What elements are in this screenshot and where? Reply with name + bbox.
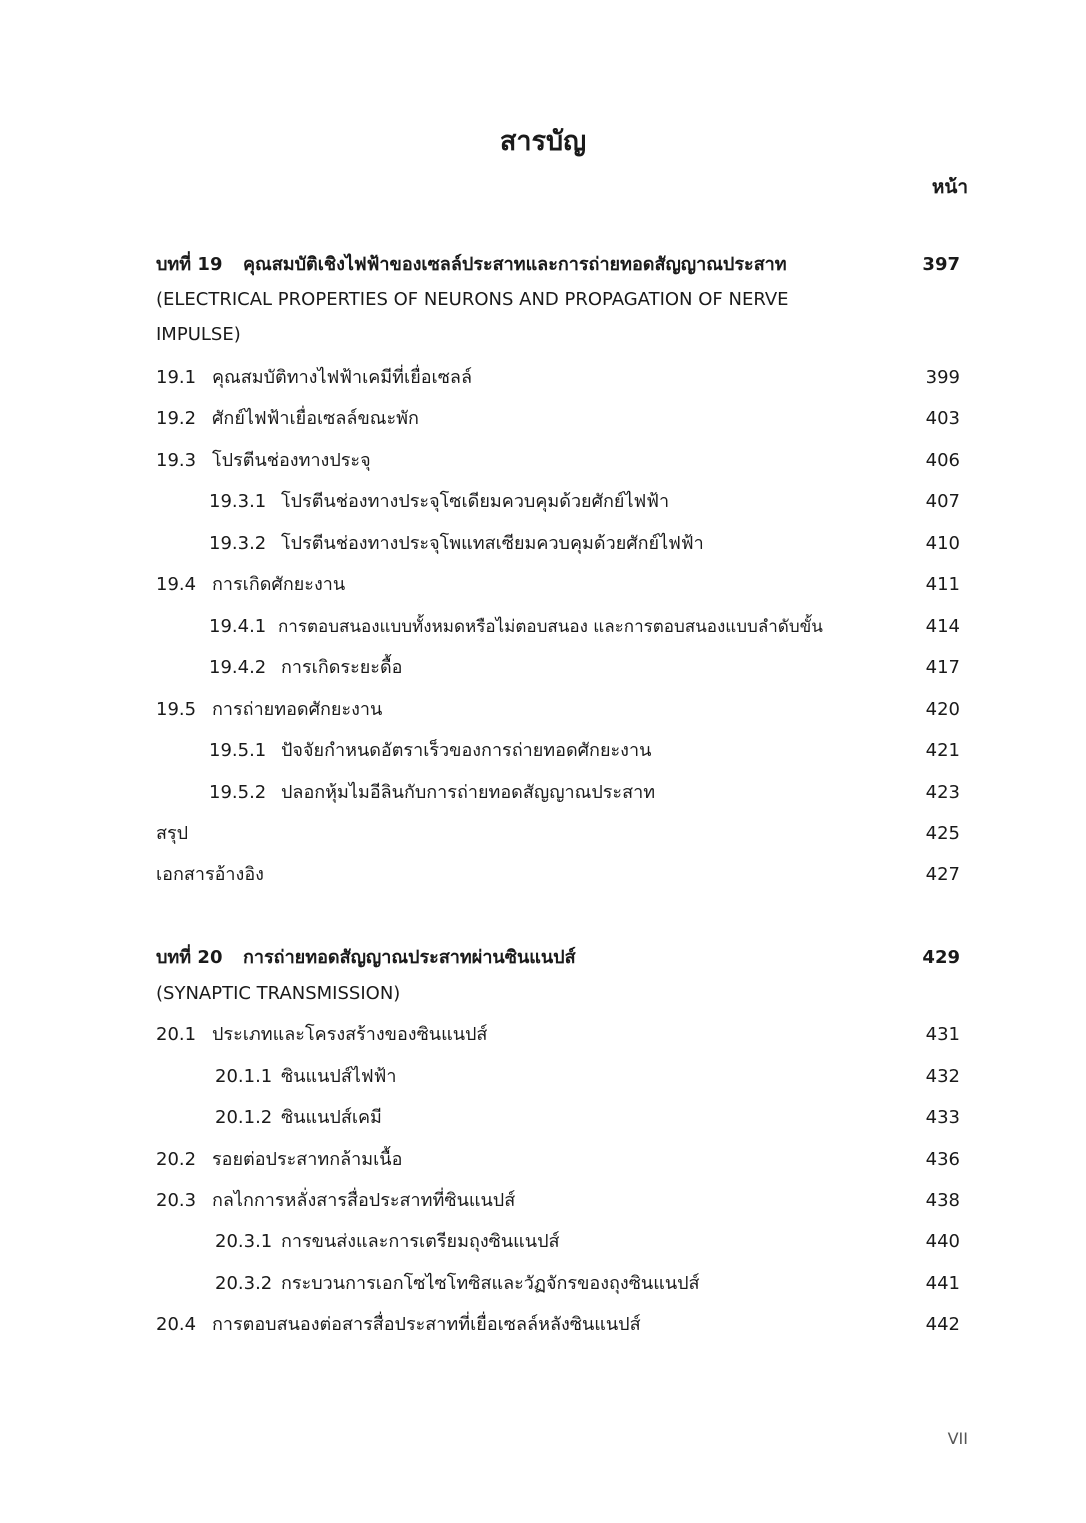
toc-subentry-title: กระบวนการเอกโซไซโทซิสและวัฏจักรของถุงซินแนปส์ [281, 1273, 700, 1294]
toc-subentry-number: 19.3.1 [209, 491, 267, 512]
toc-subentry-page: 432 [925, 1066, 960, 1087]
toc-subentry-number: 19.5.1 [209, 740, 267, 761]
toc-subentry-page: 414 [925, 616, 960, 637]
toc-subentry[interactable] [0, 527, 1086, 561]
toc-entry[interactable] [0, 361, 1086, 395]
chapter-20-label: บทที่ 20 [156, 947, 223, 968]
toc-references-title: เอกสารอ้างอิง [156, 864, 264, 885]
toc-subentry-title: ซินแนปส์เคมี [281, 1107, 382, 1128]
chapter-20-heading[interactable] [0, 941, 1086, 975]
toc-subentry-title: ปัจจัยกำหนดอัตราเร็วของการถ่ายทอดศักยะงาน [281, 740, 652, 761]
toc-entry-title: การตอบสนองต่อสารสื่อประสาทที่เยื่อเซลล์หลังซินแนปส์ [212, 1314, 641, 1335]
toc-subentry-title: โปรตีนช่องทางประจุโซเดียมควบคุมด้วยศักย์ไฟฟ้า [281, 491, 670, 512]
toc-subentry[interactable] [0, 485, 1086, 519]
toc-references[interactable] [0, 858, 1086, 892]
toc-subentry-page: 421 [925, 740, 960, 761]
toc-subentry-page: 410 [925, 533, 960, 554]
toc-subentry-number: 19.4.2 [209, 657, 267, 678]
toc-subentry[interactable] [0, 1225, 1086, 1259]
toc-subentry-title: การขนส่งและการเตรียมถุงซินแนปส์ [281, 1231, 560, 1252]
toc-entry-title: กลไกการหลั่งสารสื่อประสาทที่ซินแนปส์ [212, 1190, 516, 1211]
toc-entry-title: คุณสมบัติทางไฟฟ้าเคมีที่เยื่อเซลล์ [212, 367, 472, 388]
toc-subentry-title: การตอบสนองแบบทั้งหมดหรือไม่ตอบสนอง และการตอบสนองแบบลำดับขั้น [278, 617, 823, 637]
chapter-19-label: บทที่ 19 [156, 254, 223, 275]
toc-subentry[interactable] [0, 776, 1086, 810]
toc-subentry-number: 20.3.1 [215, 1231, 273, 1252]
toc-entry-title: รอยต่อประสาทกล้ามเนื้อ [212, 1149, 403, 1170]
toc-subentry-page: 407 [925, 491, 960, 512]
toc-entry[interactable] [0, 402, 1086, 436]
toc-entry-page: 420 [925, 699, 960, 720]
toc-entry-title: การเกิดศักยะงาน [212, 574, 346, 595]
toc-subentry-number: 20.1.1 [215, 1066, 273, 1087]
chapter-19-title-th: คุณสมบัติเชิงไฟฟ้าของเซลล์ประสาทและการถ่ายทอดสัญญาณประสาท [243, 254, 787, 275]
toc-subentry[interactable] [0, 1267, 1086, 1301]
toc-subentry-title: การเกิดระยะดื้อ [281, 657, 403, 678]
toc-subentry-number: 20.1.2 [215, 1107, 273, 1128]
toc-summary-page: 425 [925, 823, 960, 844]
toc-entry-title: การถ่ายทอดศักยะงาน [212, 699, 383, 720]
toc-entry[interactable] [0, 1143, 1086, 1177]
toc-entry-number: 19.3 [156, 450, 197, 471]
toc-subentry-number: 20.3.2 [215, 1273, 273, 1294]
toc-references-page: 427 [925, 864, 960, 885]
toc-entry-number: 19.1 [156, 367, 197, 388]
chapter-20-page: 429 [922, 947, 960, 968]
page-column-header: หน้า [931, 176, 968, 198]
toc-subentry-number: 19.5.2 [209, 782, 267, 803]
toc-entry[interactable] [0, 1018, 1086, 1052]
page-number: VII [947, 1429, 968, 1448]
toc-subentry-title: ปลอกหุ้มไมอีลินกับการถ่ายทอดสัญญาณประสาท [281, 782, 656, 803]
toc-entry-page: 403 [925, 408, 960, 429]
toc-entry-number: 20.4 [156, 1314, 197, 1335]
toc-entry[interactable] [0, 1308, 1086, 1342]
chapter-19-page: 397 [922, 254, 960, 275]
toc-subentry[interactable] [0, 610, 1086, 644]
toc-subentry-title: ซินแนปส์ไฟฟ้า [281, 1066, 397, 1087]
toc-entry-number: 19.2 [156, 408, 197, 429]
chapter-19-title-en-line2: IMPULSE) [156, 324, 241, 345]
page-title: สารบัญ [499, 126, 587, 157]
toc-entry-title: ศักย์ไฟฟ้าเยื่อเซลล์ขณะพัก [212, 408, 419, 429]
toc-subentry[interactable] [0, 734, 1086, 768]
toc-subentry-page: 441 [925, 1273, 960, 1294]
toc-subentry[interactable] [0, 651, 1086, 685]
toc-subentry-number: 19.4.1 [209, 616, 267, 637]
toc-entry-number: 20.1 [156, 1024, 197, 1045]
toc-entry[interactable] [0, 444, 1086, 478]
chapter-19-heading[interactable] [0, 248, 1086, 282]
toc-entry-page: 438 [925, 1190, 960, 1211]
toc-entry-page: 442 [925, 1314, 960, 1335]
toc-entry[interactable] [0, 693, 1086, 727]
chapter-20-title-th: การถ่ายทอดสัญญาณประสาทผ่านซินแนปส์ [243, 947, 576, 968]
toc-entry-number: 19.5 [156, 699, 197, 720]
toc-entry[interactable] [0, 1184, 1086, 1218]
toc-entry-number: 20.3 [156, 1190, 197, 1211]
toc-subentry[interactable] [0, 1060, 1086, 1094]
toc-entry-page: 406 [925, 450, 960, 471]
toc-entry-page: 399 [925, 367, 960, 388]
toc-entry[interactable] [0, 568, 1086, 602]
toc-subentry-number: 19.3.2 [209, 533, 267, 554]
toc-entry-number: 19.4 [156, 574, 197, 595]
toc-entry-number: 20.2 [156, 1149, 197, 1170]
toc-entry-page: 431 [925, 1024, 960, 1045]
toc-subentry-title: โปรตีนช่องทางประจุโพแทสเซียมควบคุมด้วยศักย์ไฟฟ้า [281, 533, 704, 554]
toc-subentry-page: 440 [925, 1231, 960, 1252]
toc-subentry-page: 423 [925, 782, 960, 803]
toc-subentry[interactable] [0, 1101, 1086, 1135]
toc-entry-title: โปรตีนช่องทางประจุ [212, 450, 371, 471]
toc-entry-title: ประเภทและโครงสร้างของซินแนปส์ [212, 1024, 488, 1045]
toc-subentry-page: 433 [925, 1107, 960, 1128]
toc-entry-page: 411 [925, 574, 960, 595]
toc-entry-page: 436 [925, 1149, 960, 1170]
chapter-19-title-en-line1: (ELECTRICAL PROPERTIES OF NEURONS AND PROPAGATION OF NERVE [156, 289, 789, 310]
toc-subentry-page: 417 [925, 657, 960, 678]
toc-summary-title: สรุป [156, 823, 189, 844]
toc-summary[interactable] [0, 817, 1086, 851]
chapter-20-title-en: (SYNAPTIC TRANSMISSION) [156, 983, 401, 1004]
